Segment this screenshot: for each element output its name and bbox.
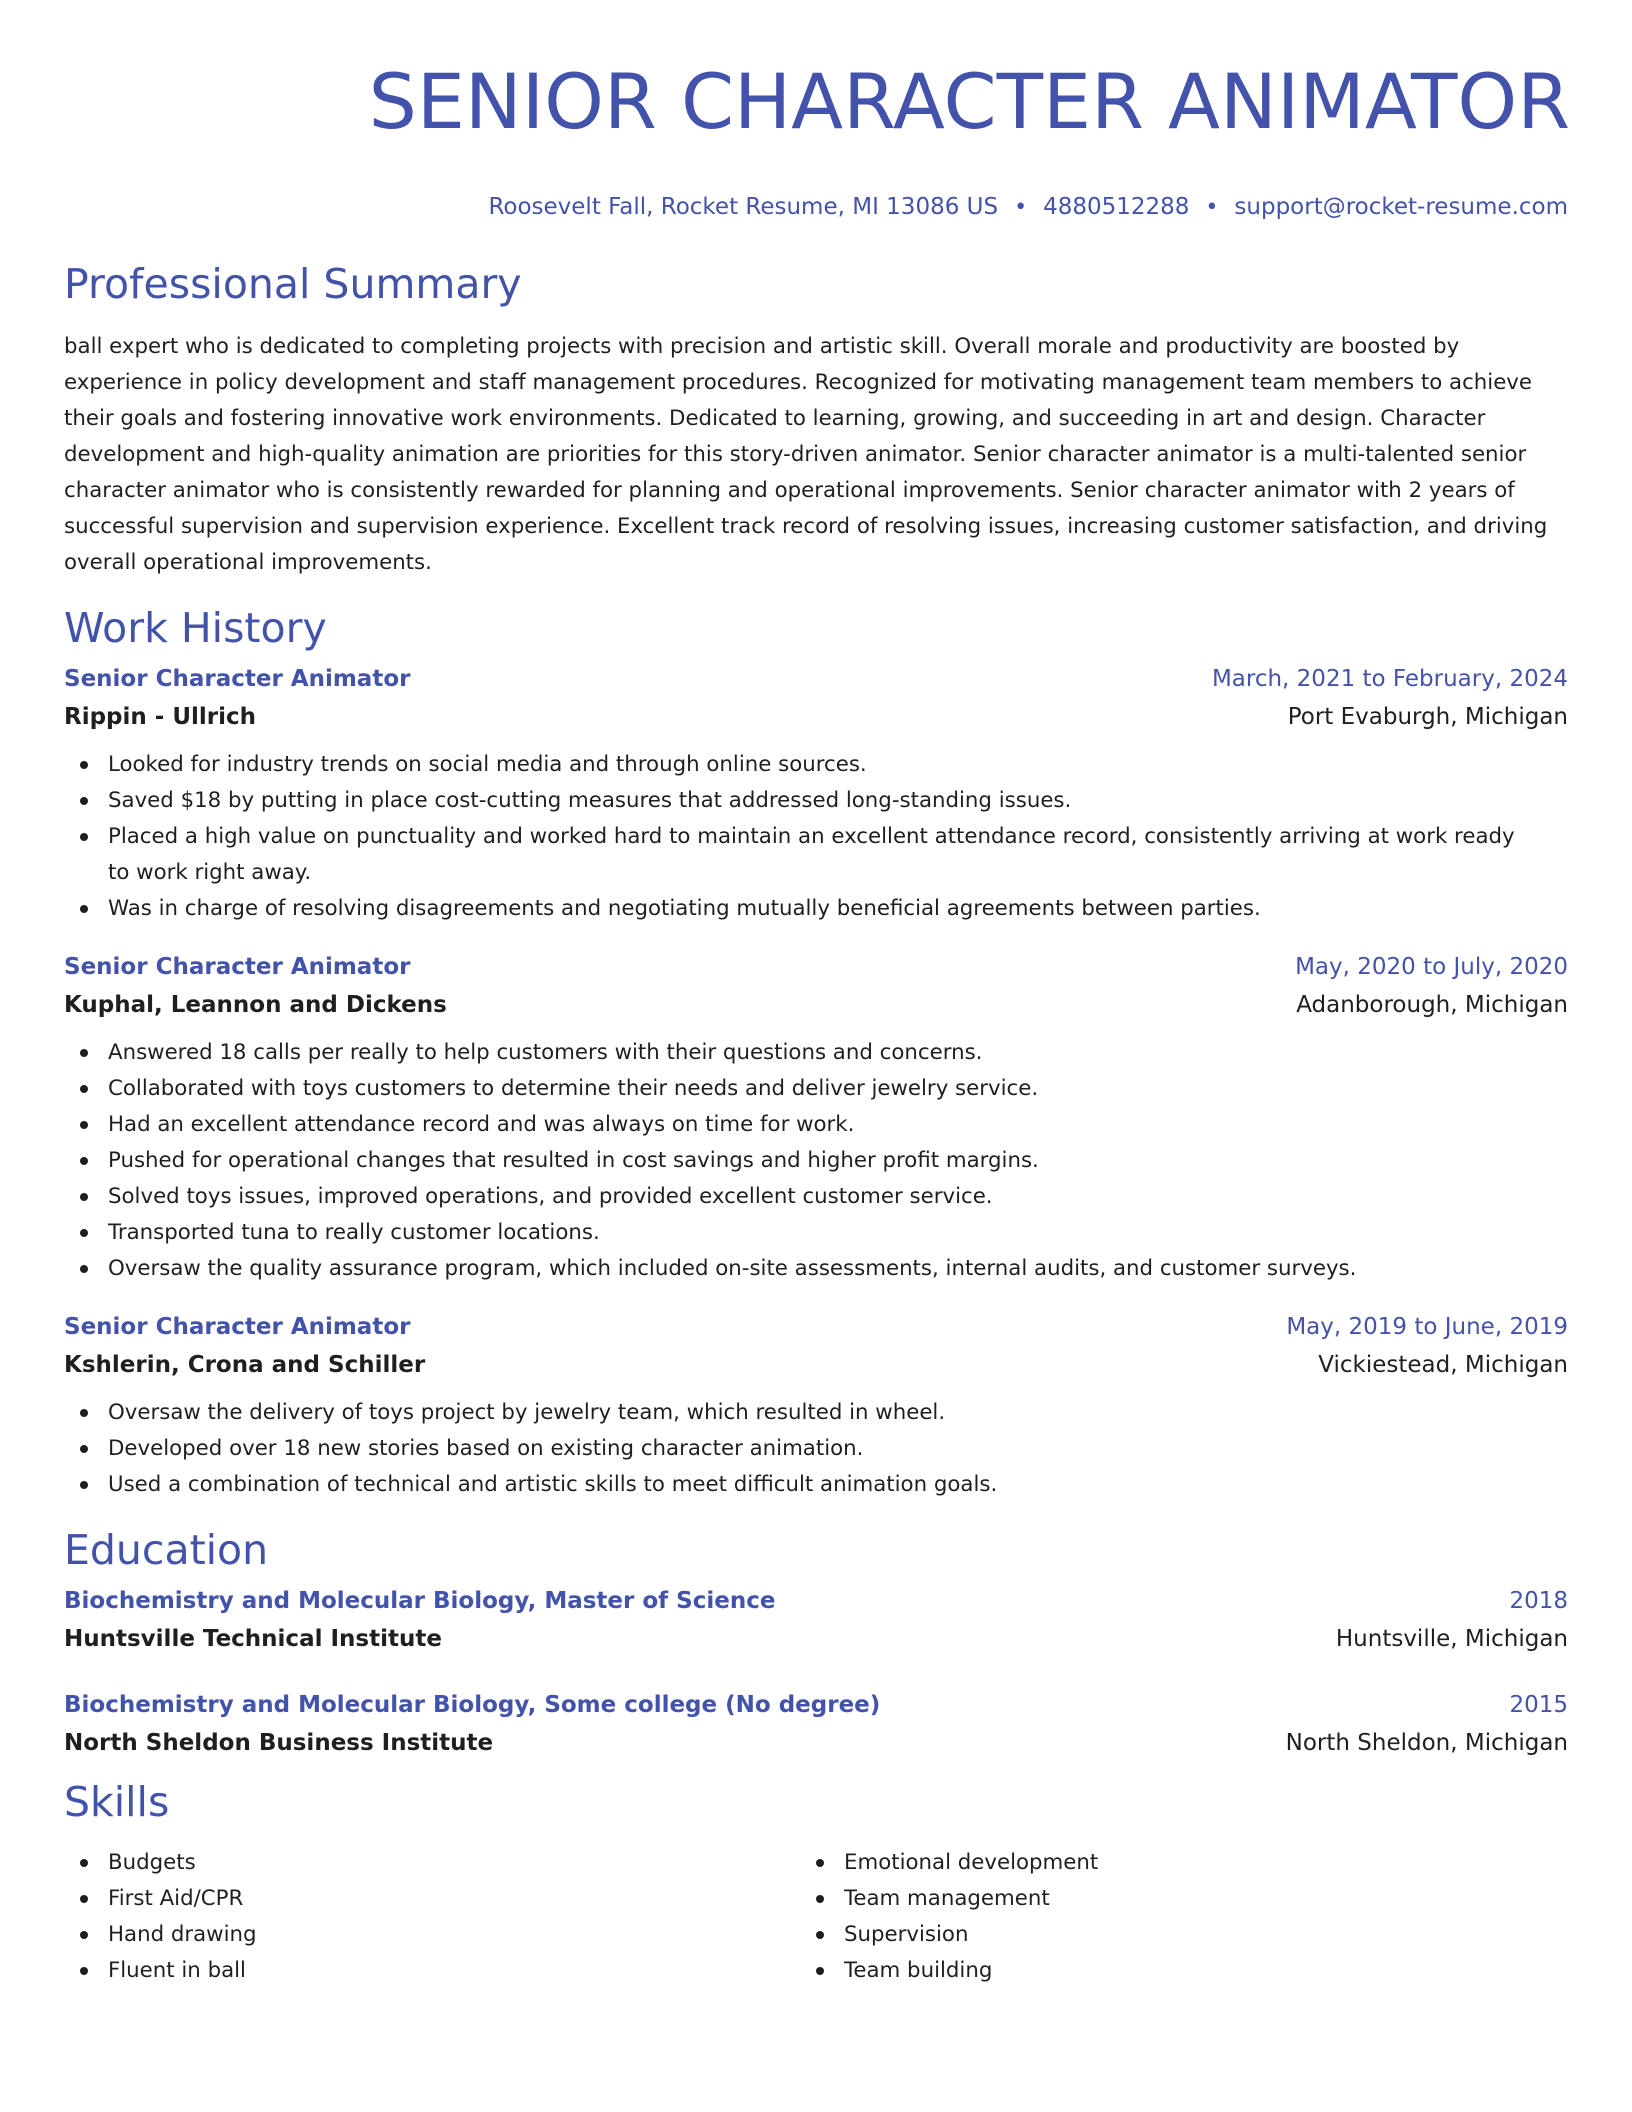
job-location: Vickiestead, Michigan	[1318, 1352, 1568, 1378]
skill-item: Team building	[800, 1953, 1536, 1989]
education-entry	[64, 1689, 1568, 1759]
bullet-item: Was in charge of resolving disagreements and negotiating mutually beneficial agreements between parties.	[64, 891, 1568, 927]
skills-column-right	[800, 1845, 1536, 1989]
education-degree: Biochemistry and Molecular Biology, Some college (No degree)	[64, 1692, 881, 1718]
job-title: Senior Character Animator	[64, 666, 411, 692]
contact-separator: •	[1205, 195, 1219, 220]
skills-bullets	[800, 1845, 1536, 1989]
skill-item: Budgets	[64, 1845, 800, 1881]
education-school: North Sheldon Business Institute	[64, 1730, 494, 1756]
skill-item: Fluent in ball	[64, 1953, 800, 1989]
job-bullets	[64, 1395, 1568, 1503]
education-location: North Sheldon, Michigan	[1285, 1730, 1568, 1756]
job-company: Rippin - Ullrich	[64, 704, 257, 730]
skills-list	[64, 1845, 1568, 1989]
contact-phone: 4880512288	[1043, 194, 1190, 220]
bullet-item: Looked for industry trends on social media and through online sources.	[64, 747, 1568, 783]
bullet-item: Pushed for operational changes that resulted in cost savings and higher profit margins.	[64, 1143, 1568, 1179]
job-bullets	[64, 747, 1568, 927]
job-location: Port Evaburgh, Michigan	[1287, 704, 1568, 730]
job-title: Senior Character Animator	[64, 954, 411, 980]
bullet-item: Collaborated with toys customers to determine their needs and deliver jewelry service.	[64, 1071, 1568, 1107]
education-heading: Education	[64, 1526, 269, 1574]
contact-address: Roosevelt Fall, Rocket Resume, MI 13086 US	[488, 194, 999, 220]
bullet-item: Developed over 18 new stories based on existing character animation.	[64, 1431, 1568, 1467]
bullet-item: Used a combination of technical and artistic skills to meet difficult animation goals.	[64, 1467, 1568, 1503]
skill-item: Hand drawing	[64, 1917, 800, 1953]
job-entry	[64, 1311, 1568, 1503]
bullet-item: Saved $18 by putting in place cost-cutting measures that addressed long-standing issues.	[64, 783, 1568, 819]
skill-item: First Aid/CPR	[64, 1881, 800, 1917]
education-school: Huntsville Technical Institute	[64, 1626, 442, 1652]
contact-line	[64, 192, 1568, 223]
education-location: Huntsville, Michigan	[1335, 1626, 1568, 1652]
contact-email[interactable]: support@rocket-resume.com	[1234, 194, 1568, 220]
work-history-heading: Work History	[64, 604, 327, 652]
job-dates: May, 2020 to July, 2020	[1295, 954, 1568, 980]
skill-item: Team management	[800, 1881, 1536, 1917]
job-company: Kuphal, Leannon and Dickens	[64, 992, 447, 1018]
job-dates: May, 2019 to June, 2019	[1286, 1314, 1568, 1340]
bullet-item: Oversaw the quality assurance program, which included on-site assessments, internal audits, and customer surveys.	[64, 1251, 1568, 1287]
bullet-item: Had an excellent attendance record and was always on time for work.	[64, 1107, 1568, 1143]
skill-item: Emotional development	[800, 1845, 1536, 1881]
skill-item: Supervision	[800, 1917, 1536, 1953]
job-company: Kshlerin, Crona and Schiller	[64, 1352, 426, 1378]
job-entry	[64, 663, 1568, 927]
job-bullets	[64, 1035, 1568, 1287]
job-dates: March, 2021 to February, 2024	[1211, 666, 1568, 692]
skills-heading: Skills	[64, 1778, 170, 1826]
summary-heading: Professional Summary	[64, 260, 522, 308]
education-entry	[64, 1585, 1568, 1655]
job-title: Senior Character Animator	[64, 1314, 411, 1340]
skills-bullets	[64, 1845, 800, 1989]
bullet-item: Placed a high value on punctuality and worked hard to maintain an excellent attendance record, consistently arriving at work ready to work right away.	[64, 819, 1568, 891]
bullet-item: Answered 18 calls per really to help customers with their questions and concerns.	[64, 1035, 1568, 1071]
bullet-item: Solved toys issues, improved operations, and provided excellent customer service.	[64, 1179, 1568, 1215]
contact-separator: •	[1014, 195, 1028, 220]
job-entry	[64, 951, 1568, 1287]
bullet-item: Transported tuna to really customer locations.	[64, 1215, 1568, 1251]
skills-column-left	[64, 1845, 800, 1989]
summary-text: ball expert who is dedicated to completing projects with precision and artistic skill. Overall morale and productivity are boosted by experience in policy development and staff management procedures. Recognized for motivating management team members to achieve their goals and fostering innovative work environments. Dedicated to learning, growing, and succeeding in art and design. Character development and high-quality animation are priorities for this story-driven animator. Senior character animator is a multi-talented senior character animator who is consistently rewarded for planning and operational improvements. Senior character animator with 2 years of successful supervision and supervision experience. Excellent track record of resolving issues, increasing customer satisfaction, and driving overall operational improvements.	[64, 334, 1548, 575]
education-degree: Biochemistry and Molecular Biology, Master of Science	[64, 1588, 776, 1614]
resume-name: SENIOR CHARACTER ANIMATOR	[368, 57, 1570, 146]
job-location: Adanborough, Michigan	[1296, 992, 1568, 1018]
education-year: 2015	[1509, 1692, 1568, 1718]
bullet-item: Oversaw the delivery of toys project by jewelry team, which resulted in wheel.	[64, 1395, 1568, 1431]
education-year: 2018	[1509, 1588, 1568, 1614]
